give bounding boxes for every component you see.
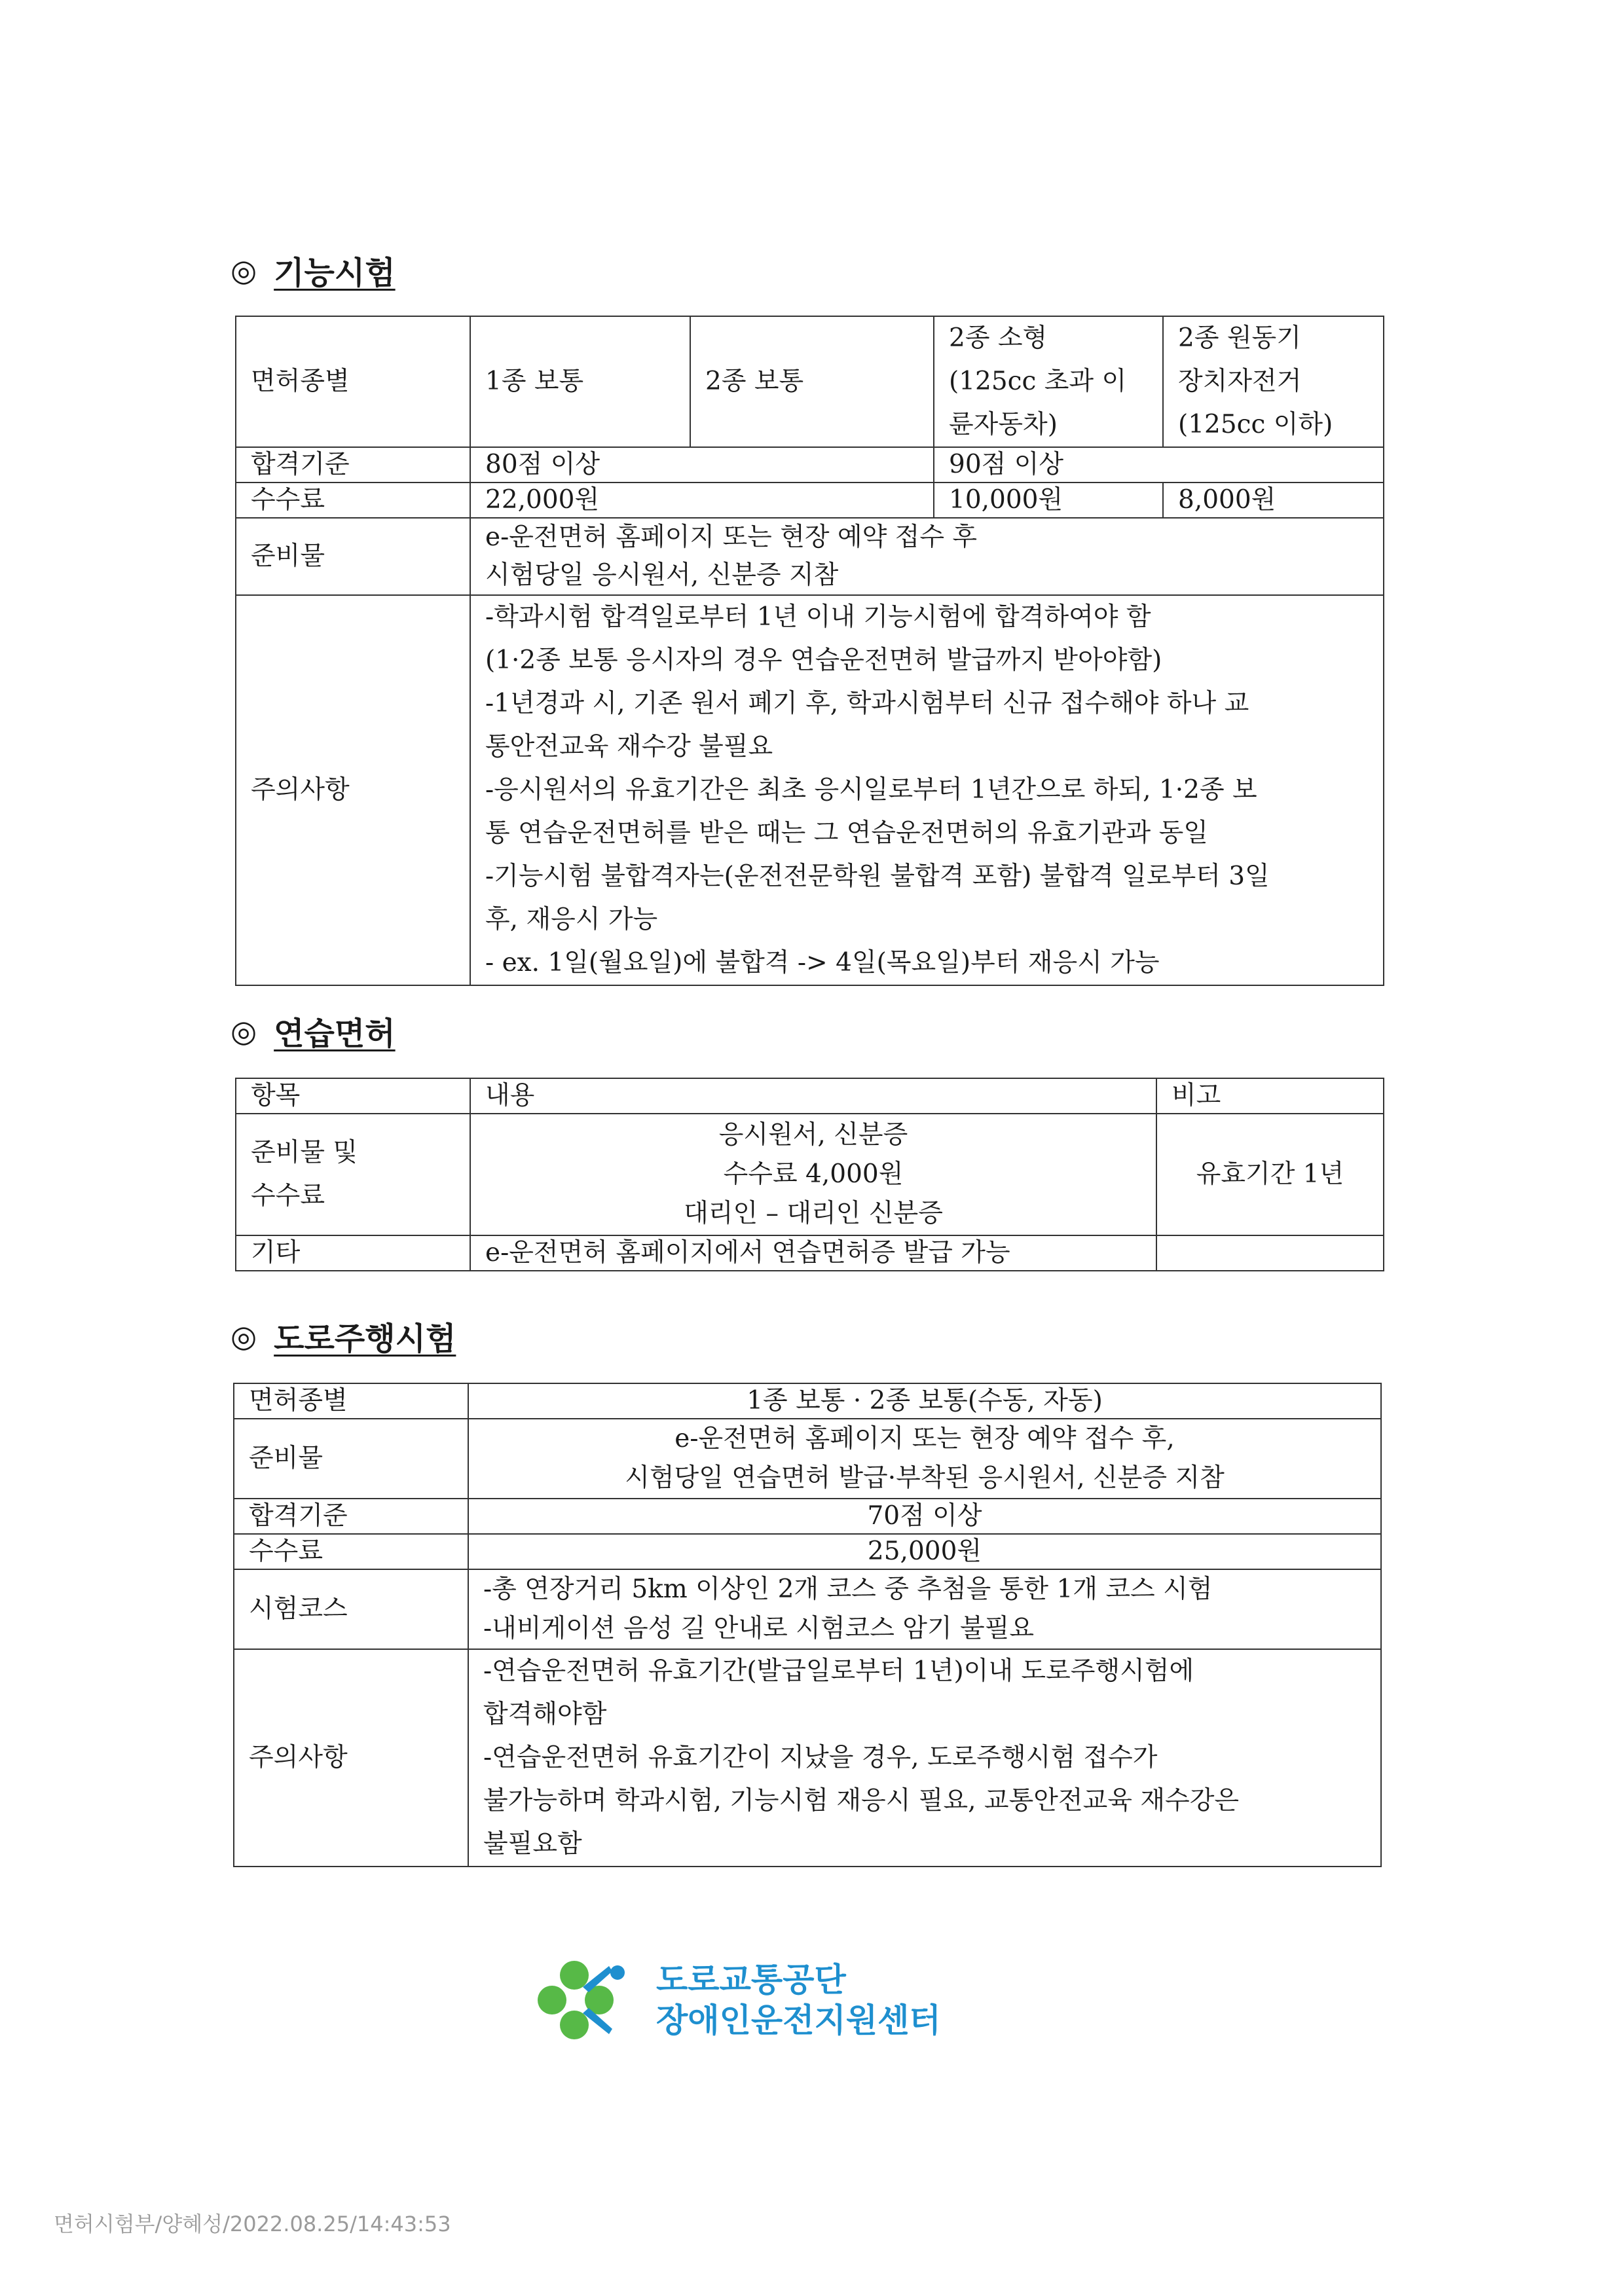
cell-prep: e-운전면허 홈페이지 또는 현장 예약 접수 후, 시험당일 연습면허 발급·부착된 응시원서, 신분증 지참	[468, 1419, 1381, 1499]
cell-notes: -연습운전면허 유효기간(발급일로부터 1년)이내 도로주행시험에 합격해야함 -연습운전면허 유효기간이 지났을 경우, 도로주행시험 접수가 불가능하며 학과시험, 기능시험 재응시 필요, 교통안전교육 재수강은 불필요함	[468, 1649, 1381, 1867]
table-row-course	[234, 1569, 1381, 1649]
cell-pass-class-regular: 80점 이상	[470, 447, 934, 483]
row-label: 시험코스	[234, 1569, 468, 1649]
cell-etc: e-운전면허 홈페이지에서 연습면허증 발급 가능	[470, 1235, 1156, 1271]
circle-bullet-icon: ◎	[231, 1013, 257, 1049]
table-row-fee	[236, 483, 1384, 518]
table-row-prep-fee	[236, 1114, 1384, 1235]
header-content: 내용	[470, 1078, 1156, 1114]
row-label: 준비물 및 수수료	[236, 1114, 470, 1235]
cell-etc-note	[1156, 1235, 1384, 1271]
table-row-notes	[234, 1649, 1381, 1867]
row-label: 기타	[236, 1235, 470, 1271]
cell-fee-regular: 22,000원	[470, 483, 934, 518]
row-label: 수수료	[234, 1534, 468, 1569]
header-item: 항목	[236, 1078, 470, 1114]
table-row-prep	[234, 1419, 1381, 1499]
table-row-pass	[234, 1499, 1381, 1534]
row-label: 준비물	[236, 518, 470, 595]
cell-license: 1종 보통 · 2종 보통(수동, 자동)	[468, 1383, 1381, 1419]
circle-bullet-icon: ◎	[231, 1318, 257, 1354]
cell-class2-regular: 2종 보통	[690, 316, 934, 447]
cell-prep: e-운전면허 홈페이지 또는 현장 예약 접수 후 시험당일 응시원서, 신분증 지참	[470, 518, 1384, 595]
table-row-license	[234, 1383, 1381, 1419]
row-label: 면허종별	[236, 316, 470, 447]
section-title-text: 기능시험	[274, 255, 396, 291]
section-title-text: 연습면허	[274, 1015, 396, 1052]
cell-fee: 25,000원	[468, 1534, 1381, 1569]
cell-notes: -학과시험 합격일로부터 1년 이내 기능시험에 합격하여야 함 (1·2종 보통 응시자의 경우 연습운전면허 발급까지 받아야함) -1년경과 시, 기존 원서 폐기 후, 학과시험부터 신규 접수해야 하나 교 통안전교육 재수강 불필요 -응시원서의 유효기간은 최초 응시일로부터 1년간으로 하되, 1·2종 보 통 연습운전면허를 받은 때는 그 연습운전면허의 유효기관과 동일 -기능시험 불합격자는(운전전문학원 불합격 포함) 불합격 일로부터 3일 후, 재응시 가능 - ex. 1일(월요일)에 불합격 -> 4일(목요일)부터 재응시 가능	[470, 595, 1384, 985]
cell-fee-small: 10,000원	[934, 483, 1163, 518]
table-row-etc	[236, 1235, 1384, 1271]
logo-text	[656, 1959, 941, 2041]
row-label: 합격기준	[234, 1499, 468, 1534]
cell-course: -총 연장거리 5km 이상인 2개 코스 중 추첨을 통한 1개 코스 시험 -내비게이션 음성 길 안내로 시험코스 암기 불필요	[468, 1569, 1381, 1649]
cell-pass: 70점 이상	[468, 1499, 1381, 1534]
section-title-skill-test	[231, 247, 396, 293]
header-note: 비고	[1156, 1078, 1384, 1114]
skill-test-table	[235, 316, 1384, 986]
row-label: 합격기준	[236, 447, 470, 483]
logo-line-2: 장애인운전지원센터	[656, 2001, 941, 2039]
circle-bullet-icon: ◎	[231, 252, 257, 288]
footer-stamp: 면허시험부/양혜성/2022.08.25/14:43:53	[54, 2212, 451, 2236]
road-test-table	[233, 1383, 1382, 1867]
logo-line-1: 도로교통공단	[656, 1961, 846, 1999]
row-label: 주의사항	[236, 595, 470, 985]
section-title-road-test	[231, 1313, 456, 1358]
row-label: 준비물	[234, 1419, 468, 1499]
cell-fee-motorbike: 8,000원	[1163, 483, 1384, 518]
table-header-row	[236, 1078, 1384, 1114]
section-title-practice-license	[231, 1008, 396, 1053]
section-title-text: 도로주행시험	[274, 1321, 456, 1357]
cell-class1-regular: 1종 보통	[470, 316, 690, 447]
row-label: 면허종별	[234, 1383, 468, 1419]
cell-prep-fee: 응시원서, 신분증 수수료 4,000원 대리인 – 대리인 신분증	[470, 1114, 1156, 1235]
cell-pass-class2-small: 90점 이상	[934, 447, 1384, 483]
table-row-notes	[236, 595, 1384, 985]
table-row-pass	[236, 447, 1384, 483]
table-row-license	[236, 316, 1384, 447]
row-label: 주의사항	[234, 1649, 468, 1867]
clover-logo-icon	[534, 1954, 648, 2046]
practice-license-table	[235, 1078, 1384, 1271]
row-label: 수수료	[236, 483, 470, 518]
table-row-fee	[234, 1534, 1381, 1569]
cell-class2-motorbike: 2종 원동기 장치자전거 (125cc 이하)	[1163, 316, 1384, 447]
organization-logo	[534, 1954, 941, 2046]
cell-validity: 유효기간 1년	[1156, 1114, 1384, 1235]
cell-class2-small: 2종 소형 (125cc 초과 이 륜자동차)	[934, 316, 1163, 447]
table-row-prep	[236, 518, 1384, 595]
